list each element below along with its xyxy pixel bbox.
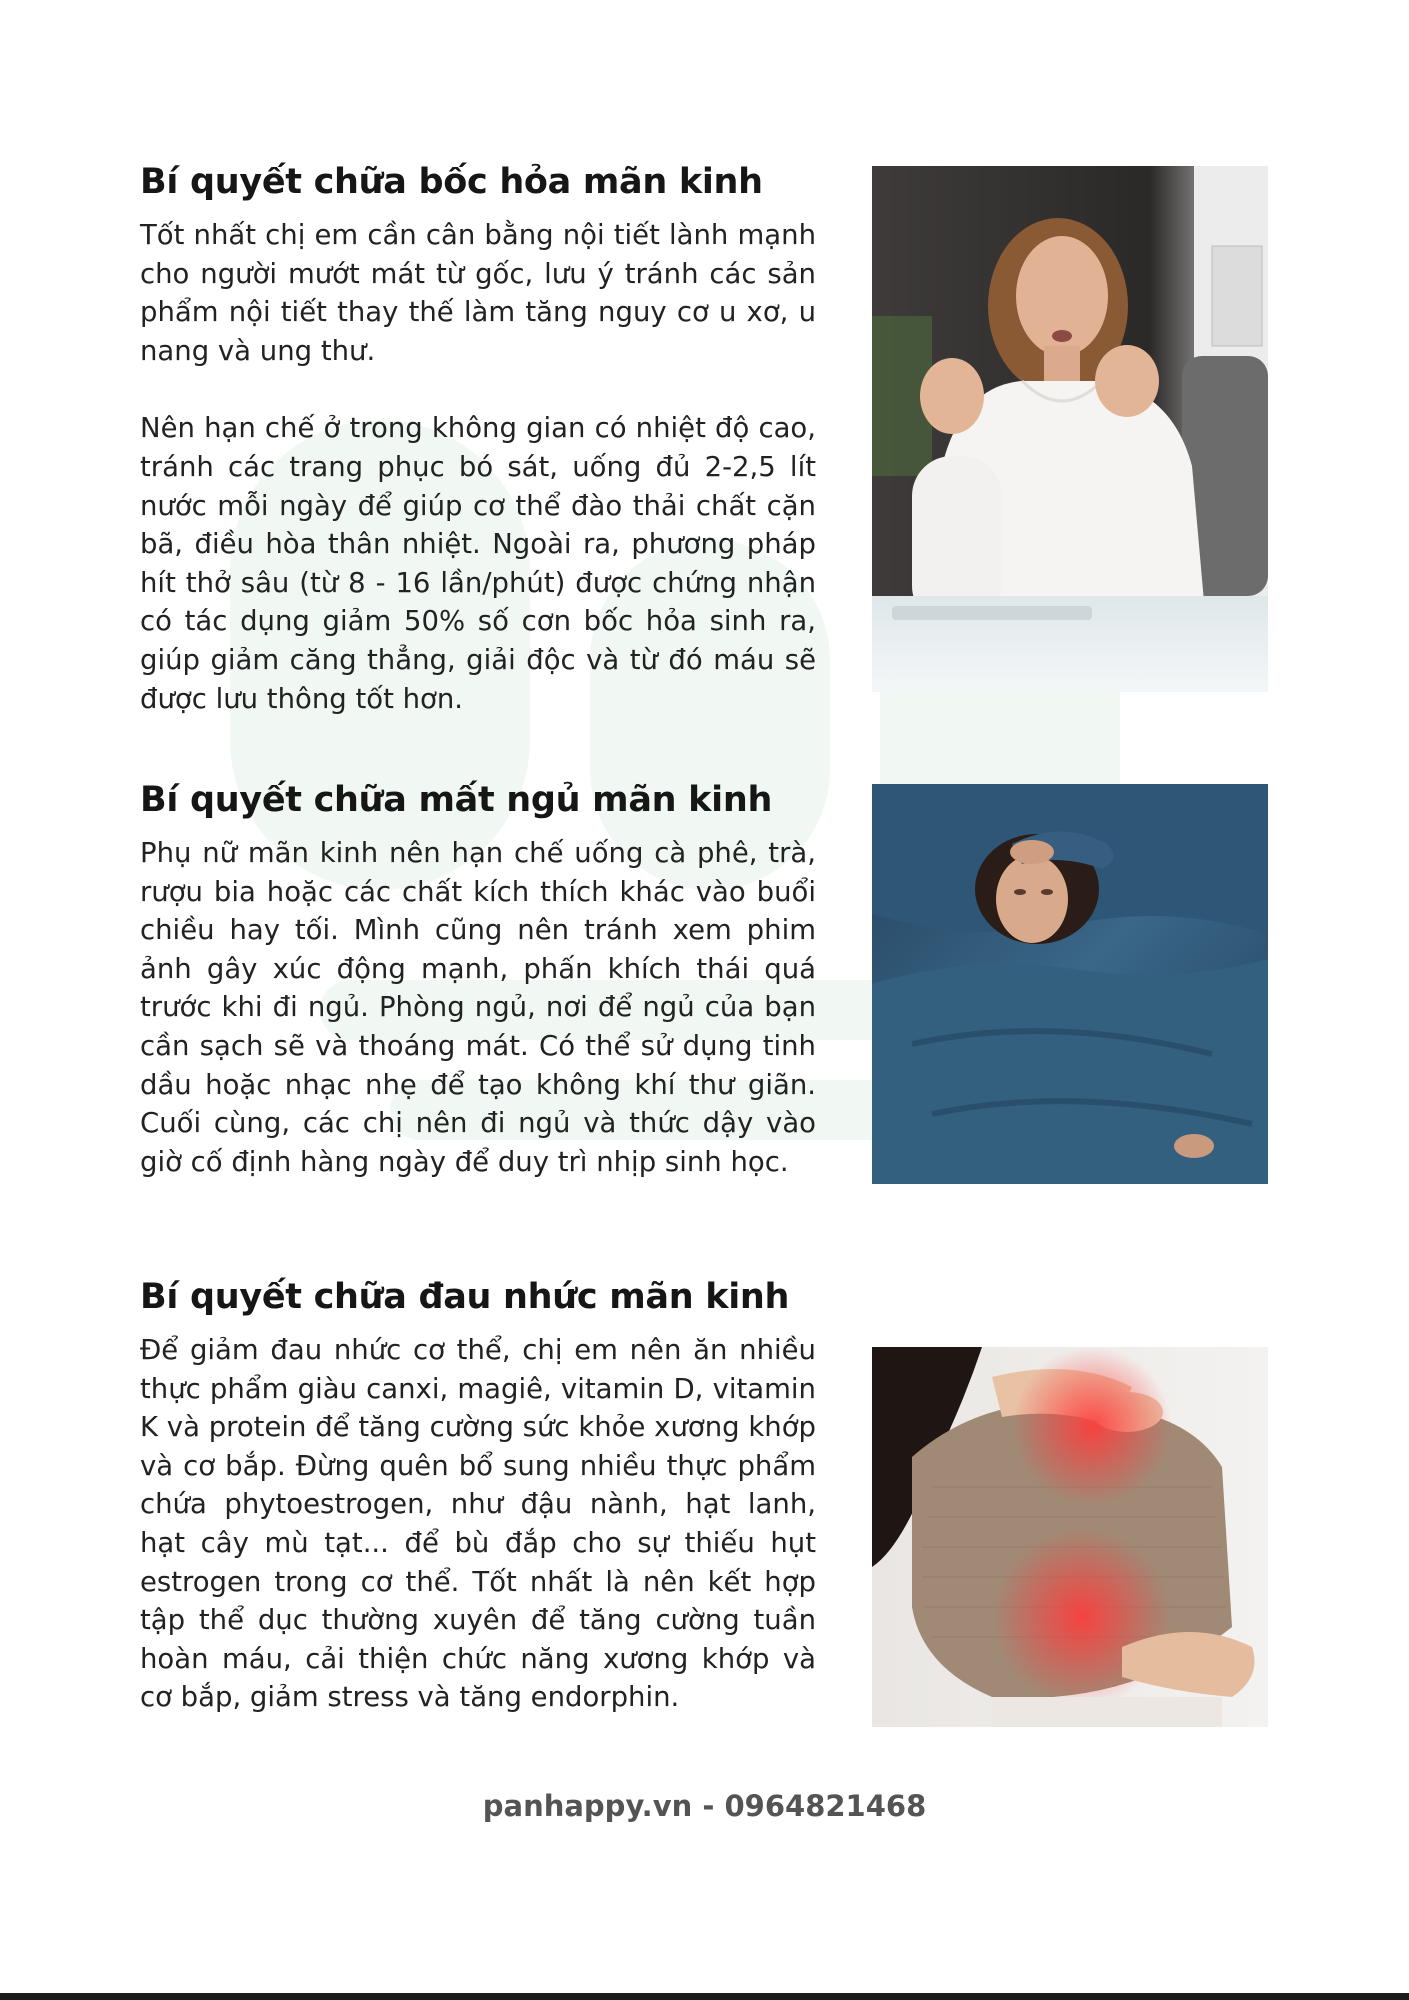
woman-insomnia-bed-photo xyxy=(872,784,1268,1184)
section-title: Bí quyết chữa bốc hỏa mãn kinh xyxy=(140,162,763,202)
section-paragraph: Nên hạn chế ở trong không gian có nhiệt độ cao, tránh các trang phục bó sát, uống đủ 2-2,5 lít nước mỗi ngày để giúp cơ thể đào thải chất cặn bã, điều hòa thân nhiệt. Ngoài ra, phương pháp hít thở sâu (từ 8 - 16 lần/phút) được chứng nhận có tác dụng giảm 50% số cơn bốc hỏa sinh ra, giúp giảm căng thẳng, giải độc và từ đó máu sẽ được lưu thông tốt hơn. xyxy=(140,412,816,715)
page-bottom-border xyxy=(0,1993,1409,2000)
footer-contact: panhappy.vn - 0964821468 xyxy=(482,1789,927,1823)
section-paragraph: Để giảm đau nhức cơ thể, chị em nên ăn nhiều thực phẩm giàu canxi, magiê, vitamin D, vitamin K và protein để tăng cường sức khỏe xương khớp và cơ bắp. Đừng quên bổ sung nhiều thực phẩm chứa phytoestrogen, như đậu nành, hạt lanh, hạt cây mù tạt... để bù đắp cho sự thiếu hụt estrogen trong cơ thể. Tốt nhất là nên kết hợp tập thể dục thường xuyên để tăng cường tuần hoàn máu, cải thiện chức năng xương khớp và cơ bắp, giảm stress và tăng endorphin. xyxy=(140,1334,816,1714)
section-title: Bí quyết chữa đau nhức mãn kinh xyxy=(140,1277,790,1317)
section-insomnia xyxy=(140,778,816,1181)
woman-back-pain-photo xyxy=(872,1347,1268,1727)
woman-hot-flash-photo xyxy=(872,166,1268,692)
section-paragraph: Phụ nữ mãn kinh nên hạn chế uống cà phê, trà, rượu bia hoặc các chất kích thích khác vào buổi chiều hay tối. Mình cũng nên tránh xem phim ảnh gây xúc động mạnh, phấn khích thái quá trước khi đi ngủ. Phòng ngủ, nơi để ngủ của bạn cần sạch sẽ và thoáng mát. Có thể sử dụng tinh dầu hoặc nhạc nhẹ để tạo không khí thư giãn. Cuối cùng, các chị nên đi ngủ và thức dậy vào giờ cố định hàng ngày để duy trì nhịp sinh học. xyxy=(140,837,816,1178)
section-paragraph: Tốt nhất chị em cần cân bằng nội tiết lành mạnh cho người mướt mát từ gốc, lưu ý tránh các sản phẩm nội tiết thay thế làm tăng nguy cơ u xơ, u nang và ung thư. xyxy=(140,219,816,367)
section-title: Bí quyết chữa mất ngủ mãn kinh xyxy=(140,780,773,820)
section-joint-pain xyxy=(140,1275,816,1717)
section-hot-flash xyxy=(140,160,816,718)
